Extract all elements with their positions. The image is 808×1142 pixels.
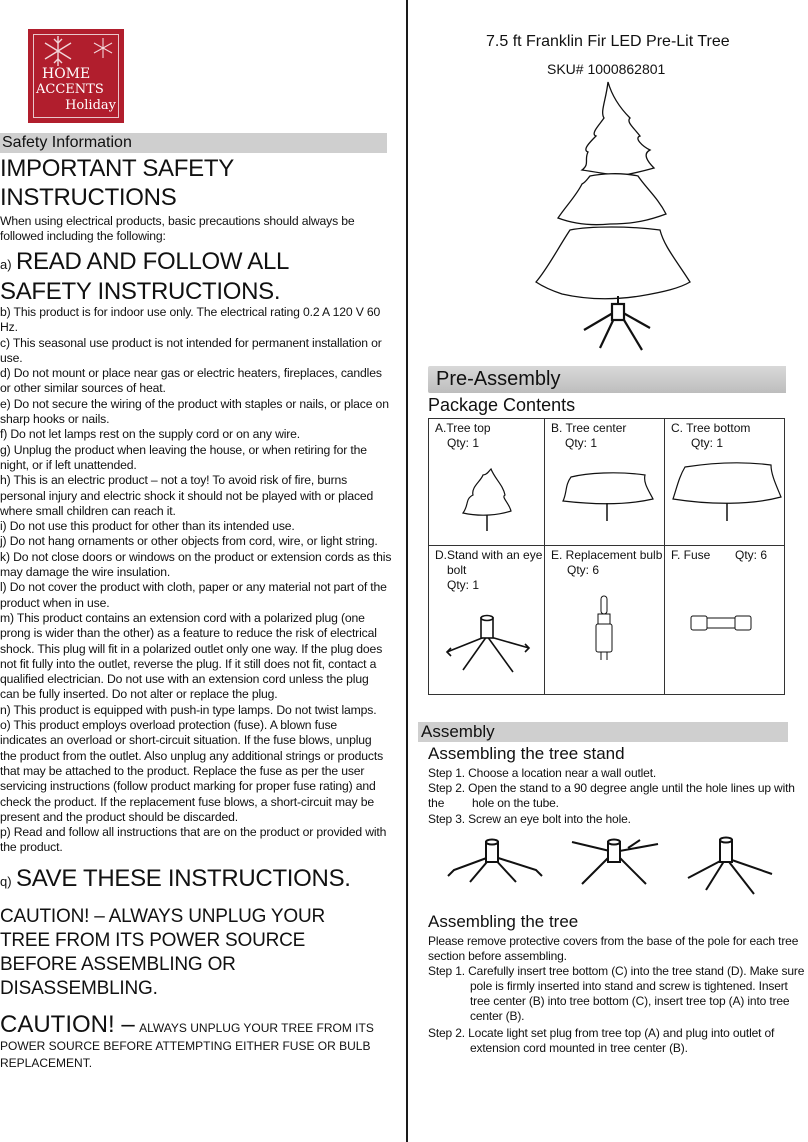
safety-rule-line: n) This product is equipped with push-in type lamps. Do not twist lamps.: [0, 702, 377, 717]
caution-line: CAUTION! – ALWAYS UNPLUG YOUR: [0, 906, 326, 927]
safety-rule-line: e) Do not secure the wiring of the product with staples or nails, or place on: [0, 396, 389, 411]
safety-rule-line: the product from the outlet. Also unplug any additional strings or products: [0, 748, 384, 763]
part-cell-f: [665, 546, 784, 694]
safety-rule-line: that may be attached to the product. Replace the fuse as per the user: [0, 763, 365, 778]
safety-rule-line: the product.: [0, 840, 63, 855]
tree-step: pole is firmly inserted into stand and screw is tightened. Insert: [470, 979, 788, 993]
part-qty: Qty: 6: [735, 548, 768, 562]
tree-step: extension cord mounted in tree center (B).: [470, 1041, 688, 1055]
caution-block-2: [0, 1011, 374, 1039]
stand-step: Step 1. Choose a location near a wall outlet.: [428, 766, 657, 780]
part-qty: Qty: 1: [447, 578, 480, 592]
safety-rule-line: present and the product should be discarded.: [0, 809, 238, 824]
safety-rule-line: m) This product contains an extension cord with a polarized plug (one: [0, 610, 365, 625]
column-divider: [406, 0, 408, 1142]
safety-rule-line: g) Unplug the product when leaving the house, or when retiring for the: [0, 442, 367, 457]
part-qty: Qty: 1: [447, 436, 480, 450]
safety-rule-line: p) Read and follow all instructions that are on the product or provided with: [0, 825, 387, 840]
tree-step: Step 2. Locate light set plug from tree top (A) and plug into outlet of: [428, 1026, 775, 1040]
logo-text-home: HOME: [42, 66, 91, 82]
bulb-icon: [589, 594, 619, 664]
safety-rule-line: prong is wider than the other) as a feature to reduce the risk of electrical: [0, 626, 377, 641]
safety-rule-line: d) Do not mount or place near gas or electric heaters, fireplaces, candles: [0, 366, 382, 381]
pre-assembly-section-bar: [428, 366, 786, 393]
stand-step-1-icon: [440, 830, 550, 900]
safety-rule-line: check the product. If the replacement fuse blows, a short-circuit may be: [0, 794, 374, 809]
part-label: C. Tree bottom: [671, 421, 751, 435]
caution2-big: CAUTION! –: [0, 1011, 135, 1038]
safety-rule-line: k) Do not close doors or windows on the product or extension cords as this: [0, 549, 392, 564]
part-label-line2: bolt: [447, 563, 467, 577]
tree-intro-line2: section before assembling.: [428, 949, 567, 963]
logo-text-accents: ACCENTS: [36, 82, 104, 97]
item-q-prefix: q): [0, 874, 12, 889]
item-a-prefix: a): [0, 257, 12, 272]
product-sku: SKU# 1000862801: [547, 61, 666, 77]
tree-top-icon: [451, 465, 521, 535]
safety-rule-line: shock. This plug will fit in a polarized outlet only one way. If the plug does: [0, 641, 383, 656]
safety-rule-line: c) This seasonal use product is not intended for permanent installation or: [0, 335, 382, 350]
safety-rule-line: or other similar sources of heat.: [0, 381, 166, 396]
safety-rule-line: indicates an overload or short-circuit situation. If the fuse blows, unplug: [0, 733, 372, 748]
part-cell-c: [665, 419, 784, 545]
brand-logo: [28, 29, 124, 123]
caution-block-1: [0, 905, 325, 1001]
item-a-line1: READ AND FOLLOW ALL: [16, 248, 290, 275]
safety-rule-line: i) Do not use this product for other than its intended use.: [0, 519, 295, 534]
tree-intro-line1: Please remove protective covers from the base of the pole for each tree: [428, 934, 799, 948]
stand-step-3-icon: [680, 830, 790, 900]
safety-rules-list: [0, 305, 392, 856]
assembly-section-bar: [418, 722, 788, 742]
safety-rule-line: h) This is an electric product – not a toy! To avoid risk of fire, burns: [0, 473, 348, 488]
stand-step-2-icon: [562, 830, 672, 900]
item-a-line2: SAFETY INSTRUCTIONS.: [0, 278, 281, 305]
safety-heading-line1: IMPORTANT SAFETY: [0, 155, 234, 182]
part-cell-d: [429, 546, 544, 694]
caution-line: TREE FROM ITS POWER SOURCE: [0, 930, 306, 951]
safety-rule-line: can be fully inserted. Do not alter or replace the plug.: [0, 687, 278, 702]
part-label: B. Tree center: [551, 421, 627, 435]
part-qty: Qty: 1: [691, 436, 724, 450]
caution2-line1: ALWAYS UNPLUG YOUR TREE FROM ITS: [139, 1021, 374, 1035]
safety-rule-line: may damage the wire insulation.: [0, 565, 171, 580]
product-title: 7.5 ft Franklin Fir LED Pre-Lit Tree: [486, 33, 730, 50]
safety-intro-line1: When using electrical products, basic precautions should always be: [0, 214, 355, 228]
stand-step: hole on the tube.: [472, 796, 559, 810]
part-label: E. Replacement bulb: [551, 548, 663, 562]
safety-rule-line: b) This product is for indoor use only. The electrical rating 0.2 A 120 V 60: [0, 305, 381, 319]
part-cell-b: [545, 419, 664, 545]
pre-assembly-label: Pre-Assembly: [436, 368, 561, 390]
safety-rule-line: l) Do not cover the product with cloth, paper or any material not part of the: [0, 580, 387, 595]
safety-intro-line2: followed including the following:: [0, 229, 166, 243]
safety-section-label: Safety Information: [2, 134, 132, 151]
caution-line: DISASSEMBLING.: [0, 978, 158, 999]
stand-assembly-heading: Assembling the tree stand: [428, 744, 625, 763]
tree-step: Step 1. Carefully insert tree bottom (C) into the tree stand (D). Make sure: [428, 964, 805, 978]
safety-rule-line: night, or if left unattended.: [0, 457, 137, 472]
safety-rule-line: personal injury and electric shock it should not be played with or placed: [0, 488, 374, 503]
safety-rule-line: j) Do not hang ornaments or other objects from cord, wire, or light string.: [0, 534, 378, 549]
fuse-icon: [689, 608, 759, 638]
safety-rule-line: sharp hooks or nails.: [0, 412, 110, 427]
tree-step: tree center (B) into tree bottom (C), insert tree top (A) into tree: [470, 994, 790, 1008]
safety-heading-line2: INSTRUCTIONS: [0, 184, 177, 211]
safety-item-q: [0, 864, 351, 893]
tree-center-icon: [557, 465, 657, 525]
part-qty: Qty: 6: [567, 563, 600, 577]
safety-rule-line: f) Do not let lamps rest on the supply cord or on any wire.: [0, 427, 301, 442]
safety-rule-line: qualified electrician. Do not use with an extension cord unless the plug: [0, 672, 369, 687]
part-label: F. Fuse: [671, 548, 711, 562]
safety-rule-line: use.: [0, 350, 23, 365]
safety-rule-line: product when in use.: [0, 595, 110, 610]
stand-step: Step 2. Open the stand to a 90 degree angle until the hole lines up with the: [428, 781, 795, 810]
caution2-line3: REPLACEMENT.: [0, 1056, 93, 1070]
stand-icon: [437, 608, 537, 678]
package-contents-heading: Package Contents: [428, 395, 576, 415]
part-label-line1: D.Stand with an eye: [435, 548, 543, 562]
part-cell-e: [545, 546, 664, 694]
part-qty: Qty: 1: [565, 436, 598, 450]
tree-illustration: [530, 78, 710, 358]
package-contents-table: [428, 418, 785, 695]
snowflake-icon: [38, 33, 78, 69]
safety-rule-line: Hz.: [0, 320, 18, 335]
part-label: A.Tree top: [435, 421, 491, 435]
tree-step: center (B).: [470, 1009, 525, 1023]
stand-step: Step 3. Screw an eye bolt into the hole.: [428, 812, 631, 826]
part-cell-a: [429, 419, 544, 545]
safety-rule-line: o) This product employs overload protection (fuse). A blown fuse: [0, 718, 338, 733]
safety-rule-line: where small children can reach it.: [0, 503, 176, 518]
safety-rule-line: servicing instructions (follow product marking for proper fuse rating) and: [0, 779, 376, 794]
item-q-text: SAVE THESE INSTRUCTIONS.: [16, 865, 351, 892]
safety-section-bar: [0, 133, 387, 153]
tree-bottom-icon: [671, 459, 783, 525]
assembly-label: Assembly: [421, 722, 495, 741]
safety-rule-line: not fit fully into the outlet, reverse the plug. If it still does not fit, contact a: [0, 656, 377, 671]
safety-item-a: [0, 247, 289, 276]
logo-text-holiday: Holiday: [65, 98, 116, 113]
caution2-line2: POWER SOURCE BEFORE ATTEMPTING EITHER FUSE OR BULB: [0, 1039, 371, 1053]
snowflake-small-icon: [92, 37, 114, 59]
caution-line: BEFORE ASSEMBLING OR: [0, 954, 236, 975]
tree-assembly-heading: Assembling the tree: [428, 912, 579, 931]
